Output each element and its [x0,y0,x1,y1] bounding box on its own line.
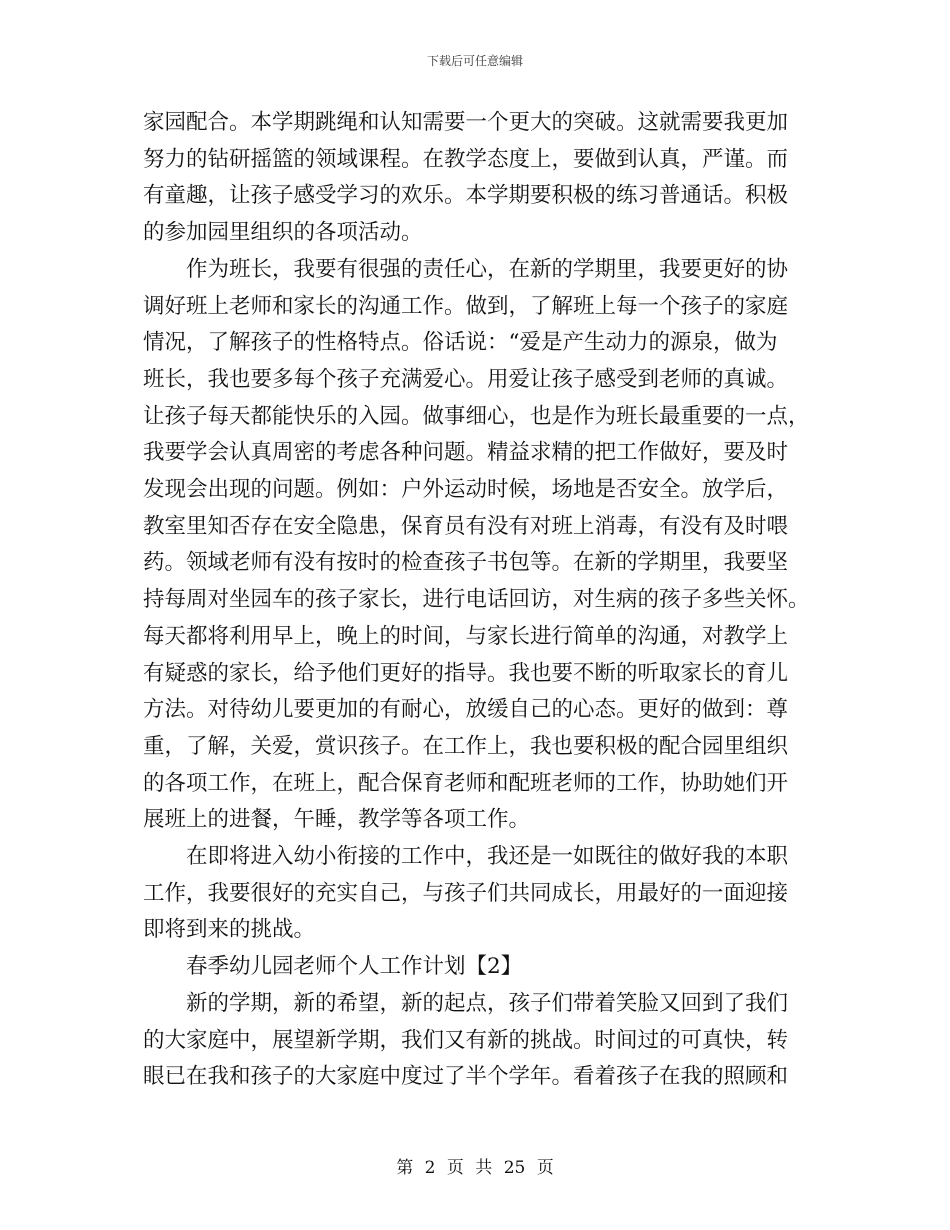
text-line: 即将到来的挑战。 [143,917,316,943]
text-line: 眼已在我和孩子的大家庭中度过了半个学年。看着孩子在我的照顾和 [143,1064,789,1090]
text-line: 发现会出现的问题。例如：户外运动时候，场地是否安全。放学后， [143,477,789,503]
text-line: 让孩子每天都能快乐的入园。做事细心，也是作为班长最重要的一点， [143,403,810,429]
text-line: 的参加园里组织的各项活动。 [143,220,423,246]
text-line: 有童趣，让孩子感受学习的欢乐。本学期要积极的练习普通话。积极 [143,183,789,209]
paragraph [143,105,803,252]
footer-gong: 共 [475,1158,493,1178]
footer-ye-2: 页 [536,1158,554,1178]
paragraph [143,839,803,949]
page-header: 下载后可任意编辑 [426,54,523,68]
text-line: 药。领域老师有没有按时的检查孩子书包等。在新的学期里，我要坚 [143,550,789,576]
text-line: 作为班长，我要有很强的责任心，在新的学期里，我要更好的协 [186,256,789,282]
text-line: 家园配合。本学期跳绳和认知需要一个更大的突破。这就需要我更加 [143,110,789,135]
text-line: 在即将进入幼小衔接的工作中，我还是一如既往的做好我的本职 [186,844,789,870]
text-line: 调好班上老师和家长的沟通工作。做到，了解班上每一个孩子的家庭 [143,293,789,319]
text-line: 的各项工作，在班上，配合保育老师和配班老师的工作，协助她们开 [143,770,789,796]
text-line: 新的学期，新的希望，新的起点，孩子们带着笑脸又回到了我们 [186,990,789,1016]
text-line: 努力的钻研摇篮的领域课程。在教学态度上，要做到认真，严谨。而 [143,146,789,172]
text-line: 教室里知否存在安全隐患，保育员有没有对班上消毒，有没有及时喂 [143,513,789,539]
footer-di: 第 [396,1158,414,1178]
paragraph [143,986,803,1096]
footer-page-number: 2 [424,1158,436,1178]
text-line: 的大家庭中，展望新学期，我们又有新的挑战。时间过的可真快，转 [143,1027,789,1053]
text-line: 情况，了解孩子的性格特点。俗话说：“爱是产生动力的源泉，做为 [143,330,778,356]
footer-ye: 页 [446,1158,464,1178]
text-line: 班长，我也要多每个孩子充满爱心。用爱让孩子感受到老师的真诚。 [143,366,789,392]
text-line: 方法。对待幼儿要更加的有耐心，放缓自己的心态。更好的做到：尊 [143,697,789,723]
paragraph [143,252,810,839]
text-line: 每天都将利用早上，晚上的时间，与家长进行简单的沟通，对教学上 [143,623,789,649]
text-line: 工作，我要很好的充实自己，与孩子们共同成长，用最好的一面迎接 [143,880,789,906]
document-body [143,105,810,1096]
text-line: 有疑惑的家长，给予他们更好的指导。我也要不断的听取家长的育儿 [143,660,789,686]
footer-total-pages: 25 [503,1158,526,1178]
paragraph [143,949,803,986]
text-line: 我要学会认真周密的考虑各种问题。精益求精的把工作做好，要及时 [143,440,789,466]
text-line: 春季幼儿园老师个人工作计划【2】 [186,954,523,980]
text-line: 展班上的进餐，午睡，教学等各项工作。 [143,807,531,833]
page-footer [0,1153,950,1178]
text-line: 持每周对坐园车的孩子家长，进行电话回访，对生病的孩子多些关怀。 [143,587,810,613]
text-line: 重，了解，关爱，赏识孩子。在工作上，我也要积极的配合园里组织 [143,733,789,759]
